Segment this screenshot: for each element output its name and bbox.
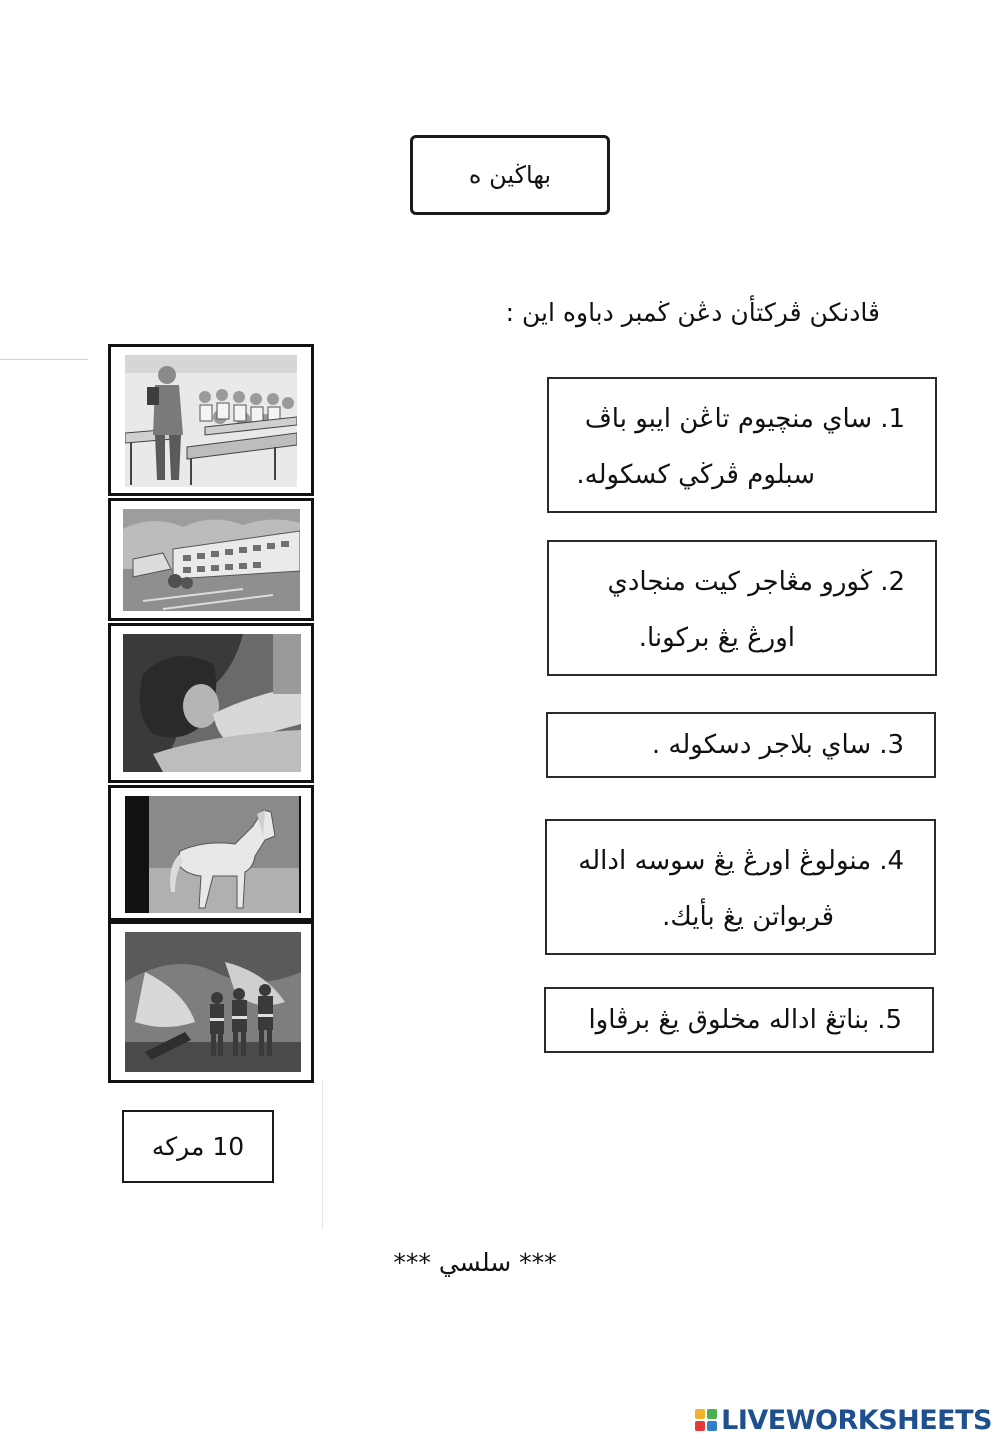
statement-2[interactable] xyxy=(547,540,937,676)
statement-5-text-1: بناتڠ اداله مخلوق يڠ برڤاوا xyxy=(588,1005,870,1035)
statement-3-number: 3. xyxy=(879,730,904,760)
closing-text: *** سلسي *** xyxy=(393,1248,557,1277)
liveworksheets-brand[interactable] xyxy=(695,1403,992,1437)
picture-firefighters[interactable] xyxy=(108,921,314,1083)
statement-1-line-1 xyxy=(569,391,905,447)
statement-4[interactable] xyxy=(545,819,936,955)
statement-3[interactable] xyxy=(546,712,936,778)
divider-line xyxy=(322,1080,323,1230)
statement-1-text-1: ساي منچيوم تاڠن ايبو باڤ xyxy=(584,404,873,434)
statement-4-number: 4. xyxy=(879,846,904,876)
statement-1[interactable] xyxy=(547,377,937,513)
logo-square xyxy=(707,1421,717,1431)
hand-kiss-image xyxy=(123,634,301,772)
school-building-image xyxy=(123,509,300,611)
brand-name: LIVEWORKSHEETS xyxy=(721,1404,992,1436)
statement-2-number: 2. xyxy=(880,567,905,597)
section-title: بهاڬين ه xyxy=(468,161,552,189)
statement-4-text-2: ڤربواتن يڠ بأيك. xyxy=(662,902,834,932)
instruction-text: ڤادنكن ڤركتأن دڠن ڬمبر دباوه اين : xyxy=(505,298,880,327)
statement-4-text-1: منولوڠ اورڠ يڠ سوسه اداله xyxy=(578,846,872,876)
firefighters-image xyxy=(125,932,301,1072)
statement-4-line-1 xyxy=(567,833,904,889)
statement-1-line-2 xyxy=(569,447,905,503)
picture-horse[interactable] xyxy=(108,785,314,921)
teacher-classroom-image xyxy=(125,355,297,487)
picture-teacher-classroom[interactable] xyxy=(108,344,314,496)
logo-square xyxy=(707,1409,717,1419)
margin-line xyxy=(0,359,88,360)
statement-3-text-1: ساي بلاجر دسكوله . xyxy=(651,730,872,760)
logo-square xyxy=(695,1409,705,1419)
picture-school-building[interactable] xyxy=(108,498,314,621)
statement-2-line-1 xyxy=(569,554,905,610)
marks-box xyxy=(122,1110,274,1183)
liveworksheets-logo-icon xyxy=(695,1409,717,1431)
statement-5[interactable] xyxy=(544,987,934,1053)
statement-2-text-1: ڬورو مڠاجر كيت منجادي xyxy=(607,567,873,597)
picture-hand-kiss[interactable] xyxy=(108,623,314,783)
logo-square xyxy=(695,1421,705,1431)
statement-5-number: 5. xyxy=(877,1005,902,1035)
statement-4-line-2 xyxy=(567,889,904,945)
horse-image xyxy=(125,796,301,913)
statement-2-line-2 xyxy=(569,610,905,666)
marks-text: 10 مركه xyxy=(151,1132,245,1161)
statement-1-number: 1. xyxy=(880,404,905,434)
statement-1-text-2: سبلوم ڤرڬي كسكوله. xyxy=(576,460,815,490)
section-title-box xyxy=(410,135,610,215)
statement-2-text-2: اورڠ يڠ بركونا. xyxy=(638,623,795,653)
